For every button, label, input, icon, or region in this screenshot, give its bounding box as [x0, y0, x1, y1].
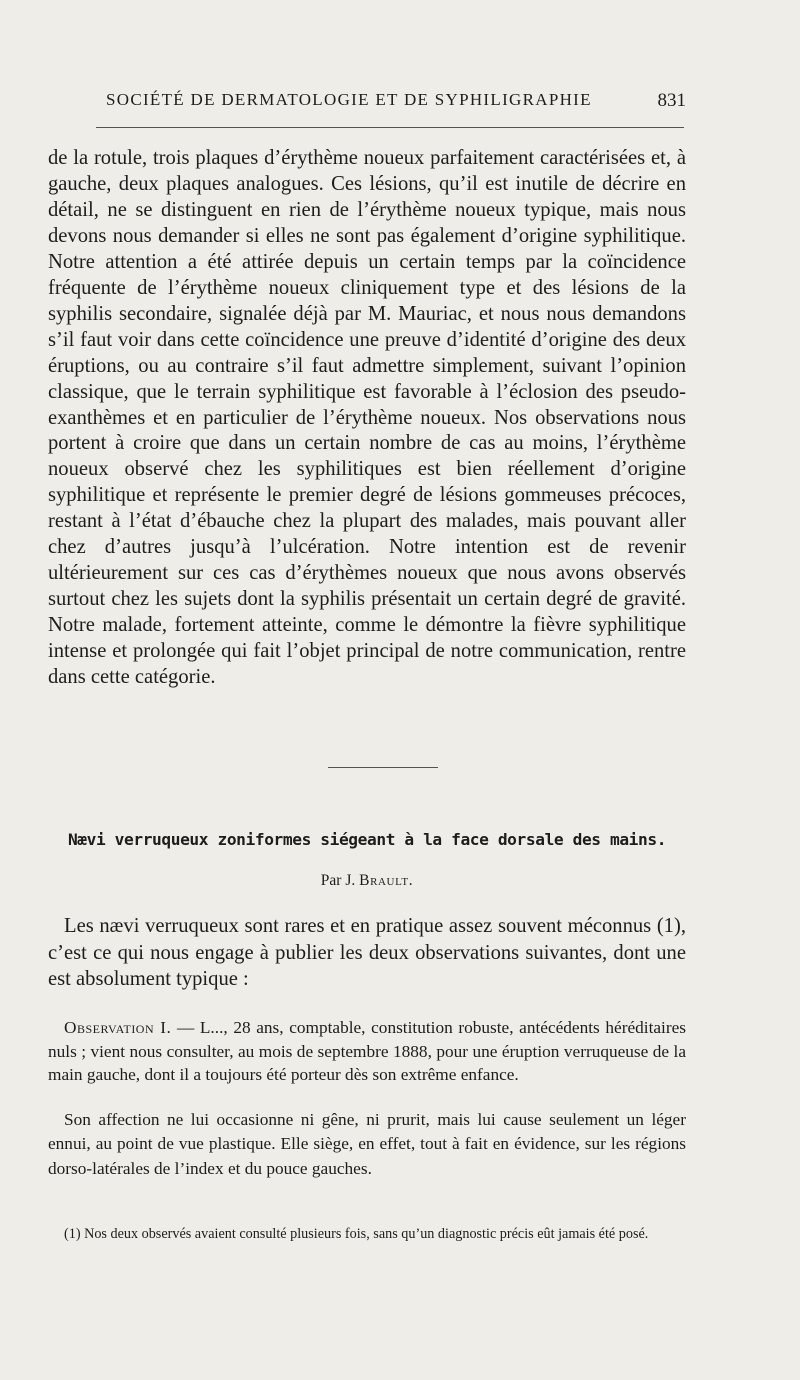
author-name: Brault.: [359, 872, 414, 889]
observation-paragraph-2: Son affection ne lui occasionne ni gêne, ni prurit, mais lui cause seulement un léger ennui, au point de vue plastique. Elle siège, en effet, tout à fait en évidence, sur les régions dorso-latérales de l’index et du pouce gauches.: [48, 1110, 686, 1178]
footnote: (1) Nos deux observés avaient consulté plusieurs fois, sans qu’un diagnostic précis eût jamais été posé.: [64, 1226, 649, 1242]
observation-label: Observation I.: [64, 1018, 172, 1037]
observation-paragraph: [48, 1016, 686, 1087]
running-header: [106, 90, 686, 118]
observation-text: — L..., 28 ans, comptable, constitution robuste, antécédents héréditaires nuls ; vient nous consulter, au mois de septembre 1888, pour une éruption verruqueuse de la main gauche, dont il a toujours été porteur dès son extrême enfance.: [48, 1018, 686, 1085]
byline: [48, 872, 686, 890]
header-rule: [96, 127, 684, 128]
section-separator: [328, 767, 438, 768]
running-title: SOCIÉTÉ DE DERMATOLOGIE ET DE SYPHILIGRAPHIE: [106, 90, 592, 109]
page-number: 831: [657, 90, 686, 111]
article-title: Nævi verruqueux zoniformes siégeant à la face dorsale des mains.: [67, 830, 667, 849]
intro-paragraph: Les nævi verruqueux sont rares et en pratique assez souvent méconnus (1), c’est ce qui nous engage à publier les deux observations suivantes, dont une est absolument typique :: [48, 915, 686, 990]
byline-prefix: Par J.: [320, 872, 360, 889]
previous-article-paragraph: de la rotule, trois plaques d’érythème noueux parfaitement caractérisées et, à gauche, deux plaques analogues. Ces lésions, qu’il est inutile de décrire en détail, ne se distinguent en rien de l’érythème noueux typique, mais nous devons nous demander si elles ne sont pas également d’origine syphilitique. Notre attention a été attirée depuis un certain temps par la coïncidence fréquente de l’érythème noueux cliniquement type et des lésions de la syphilis secondaire, signalée déjà par M. Mauriac, et nous nous demandons s’il faut voir dans cette coïncidence une preuve d’identité d’origine des deux éruptions, ou au contraire s’il faut admettre simplement, suivant l’opinion classique, que le terrain syphilitique est favorable à l’éclosion des pseudo-exanthèmes et en particulier de l’érythème noueux. Nos observations nous portent à croire que dans un certain nombre de cas au moins, l’érythème noueux observé chez les syphilitiques est bien réellement d’origine syphilitique et représente le premier degré de lésions gommeuses précoces, restant à l’état d’ébauche chez la plupart des malades, mais pouvant aller chez d’autres jusqu’à l’ulcération. Notre intention est de revenir ultérieurement sur ces cas d’érythèmes noueux que nous avons observés surtout chez les sujets dont la syphilis présentait un certain degré de gravité. Notre malade, fortement atteinte, comme le démontre la fièvre syphilitique intense et prolongée qui fait l’objet principal de notre communication, rentre dans cette catégorie.: [48, 147, 686, 689]
